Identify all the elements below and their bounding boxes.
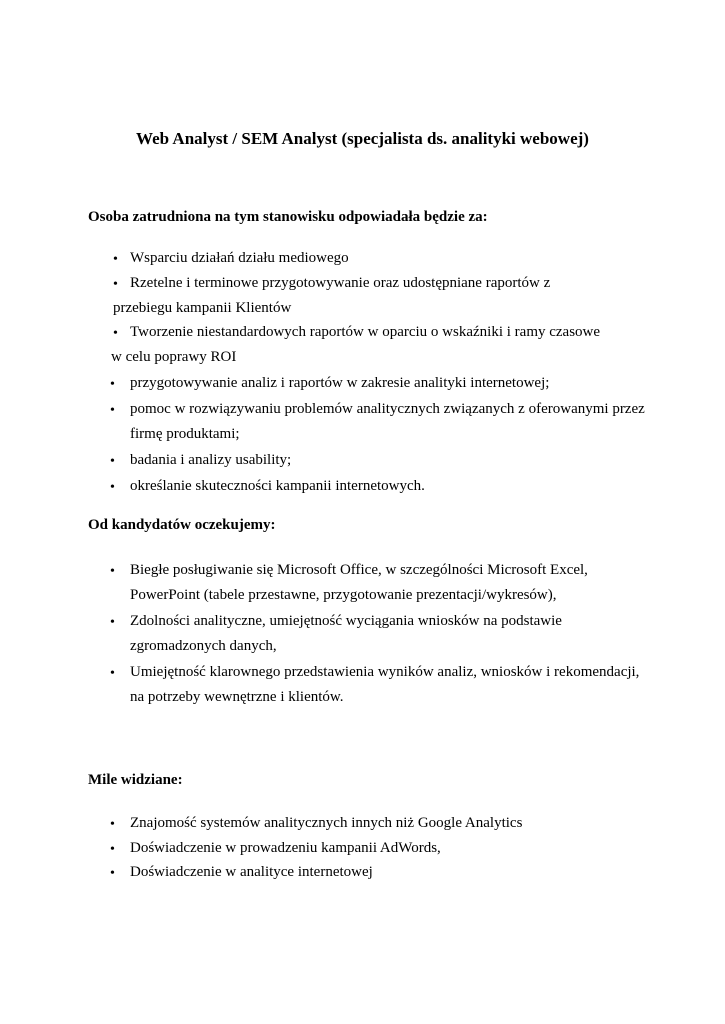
list-item: badania i analizy usability; [130,452,292,468]
list-item-continuation: firmę produktami; [130,426,240,442]
bullet-icon: • [113,252,118,267]
section-heading-responsibilities: Osoba zatrudniona na tym stanowisku odpowiadała będzie za: [88,209,488,225]
bullet-icon: • [110,817,115,832]
bullet-icon: • [110,615,115,630]
list-item-continuation: przebiegu kampanii Klientów [113,300,292,316]
bullet-icon: • [110,866,115,881]
list-item: określanie skuteczności kampanii internetowych. [130,478,425,494]
section-heading-requirements: Od kandydatów oczekujemy: [88,517,276,533]
list-item: Biegłe posługiwanie się Microsoft Office, w szczególności Microsoft Excel, [130,562,588,578]
list-item: Umiejętność klarownego przedstawienia wyników analiz, wniosków i rekomendacji, [130,664,640,680]
list-item-continuation: zgromadzonych danych, [130,638,277,654]
bullet-icon: • [110,480,115,495]
list-item: Doświadczenie w analityce internetowej [130,864,373,880]
list-item: Znajomość systemów analitycznych innych niż Google Analytics [130,815,523,831]
bullet-icon: • [113,326,118,341]
list-item: przygotowywanie analiz i raportów w zakresie analityki internetowej; [130,375,550,391]
list-item: Tworzenie niestandardowych raportów w oparciu o wskaźniki i ramy czasowe [130,324,601,340]
bullet-icon: • [110,842,115,857]
bullet-icon: • [110,403,115,418]
list-item-continuation: PowerPoint (tabele przestawne, przygotowanie prezentacji/wykresów), [130,587,557,603]
list-item: Doświadczenie w prowadzeniu kampanii AdWords, [130,840,441,856]
bullet-icon: • [110,564,115,579]
section-heading-nice-to-have: Mile widziane: [88,772,183,788]
page-title: Web Analyst / SEM Analyst (specjalista ds. analityki webowej) [136,129,589,148]
list-item: Wsparciu działań działu mediowego [130,250,349,266]
list-item-continuation: w celu poprawy ROI [111,349,237,365]
bullet-icon: • [110,454,115,469]
bullet-icon: • [113,277,118,292]
bullet-icon: • [110,666,115,681]
list-item: Zdolności analityczne, umiejętność wyciągania wniosków na podstawie [130,613,562,629]
list-item: pomoc w rozwiązywaniu problemów analitycznych związanych z oferowanymi przez [130,401,645,417]
bullet-icon: • [110,377,115,392]
list-item: Rzetelne i terminowe przygotowywanie oraz udostępniane raportów z [130,275,551,291]
list-item-continuation: na potrzeby wewnętrzne i klientów. [130,689,344,705]
